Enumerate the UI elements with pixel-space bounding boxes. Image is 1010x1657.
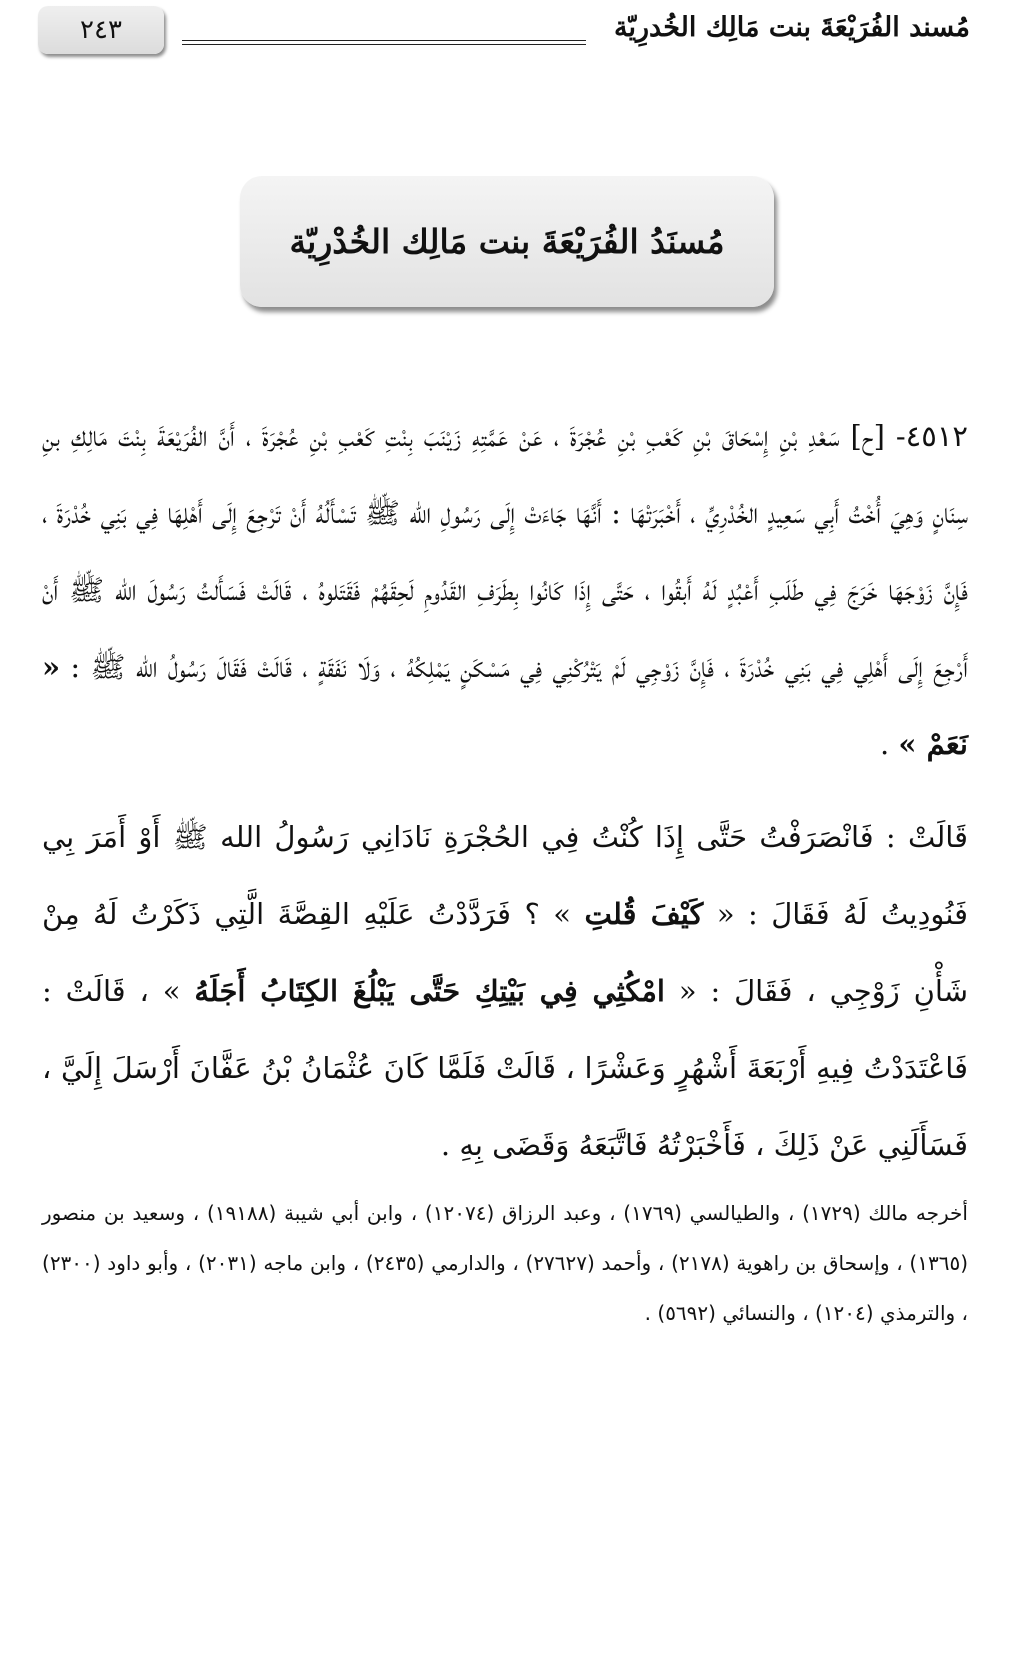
page-body — [42, 398, 968, 1338]
header-rule — [182, 40, 586, 45]
footnote: أخرجه مالك (١٧٢٩) ، والطيالسي (١٧٦٩) ، وعبد الرزاق (١٢٠٧٤) ، وابن أبي شيبة (١٩١٨٨) ، وسعيد بن منصور (١٣٦٥) ، وإسحاق بن راهوية (٢١٧٨) ، وأحمد (٢٧٦٢٧) ، والدارمي (٢٤٣٥) ، وابن ماجه (٢٠٣١) ، وأبو داود (٢٣٠٠) ، والترمذي (١٢٠٤) ، والنسائي (٥٦٩٢) . — [42, 1201, 968, 1325]
paragraph-end: . — [879, 727, 890, 761]
hadith-paragraph-1 — [42, 398, 968, 783]
page-header — [0, 0, 1010, 62]
hadith-text: » ، قَالَتْ : فَاعْتَدَدْتُ فِيهِ أَرْبَعَةَ أَشْهُرٍ وَعَشْرًا ، قَالَتْ فَلَمَّا كَانَ عُثْمَانُ بْنُ عَفَّانَ أَرْسَلَ إِلَيَّ ، فَسَأَلَنِي عَنْ ذَلِكَ ، فَأَخْبَرْتُهُ فَاتَّبَعَهُ وَقَضَى بِهِ . — [42, 974, 968, 1162]
hadith-text: قَالَتْ : فَانْصَرَفْتُ حَتَّى إِذَا كُنْتُ فِي الحُجْرَةِ نَادَانِي رَسُولُ الله ﷺ أَوْ أَمَرَ بِي فَنُودِيتُ لَهُ فَقَالَ : « — [42, 820, 969, 931]
hadith-paragraph-2 — [42, 799, 968, 1184]
prophet-quote: امْكُثِي فِي بَيْتِكِ حَتَّى يَبْلُغَ الكِتَابُ أَجَلَهُ — [194, 974, 665, 1008]
section-title-box — [240, 176, 774, 307]
prophet-quote: « نَعَمْ » — [42, 650, 968, 761]
section-title: مُسنَدُ الفُرَيْعَةَ بنت مَالِك الخُدْرِيّة — [289, 222, 725, 261]
prophet-quote: كَيْفَ قُلتِ — [584, 897, 704, 931]
hadith-text: سَعْدِ بْنِ إِسْحَاقَ بْنِ كَعْبِ بْنِ عُجْرَةَ ، عَنْ عَمَّتِهِ زَيْنَبَ بِنْتِ كَعْبِ بْنِ عُجْرَةَ ، أَنَّ الفُرَيْعَةَ بِنْتَ مَالِكِ بنِ سِنَانٍ وَهِيَ أُخْتُ أَبِي سَعِيدٍ الخُدْرِيِّ ، أَخْبَرَتْهَا : أَنَّهَا جَاءَتْ إِلَى رَسُولِ الله ﷺ تَسْأَلُهُ أَنْ تَرْجِعَ إِلَى أَهْلِهَا فِي بَنِي خُدْرَةَ ، فَإِنَّ زَوْجَهَا خَرَجَ فِي طَلَبِ أَعْبُدٍ لَهُ أَبقُوا ، حَتَّى إِذَا كَانُوا بِطَرَفِ القَدُومِ لَحِقَهُمْ فَقَتَلوهُ ، قَالَتْ فَسَأَلتُ رَسُولَ الله ﷺ أَنْ أَرْجِعَ إِلَى أَهْلِي فِي بَنِي خُدْرَةَ ، فَإِنَّ زَوْجِي لَمْ يَتْرُكْنِي فِي مَسْكَنٍ يَمْلِكُهُ ، وَلَا نَفَقَةٍ ، قَالَتْ فَقَالَ رَسُولُ الله ﷺ : — [42, 419, 969, 684]
hadith-number: ٤٥١٢- [ح] — [850, 419, 968, 453]
hadith-text: » ؟ فَرَدَّدْتُ عَلَيْهِ القِصَّةَ الَّتِي ذَكَرْتُ لَهُ مِنْ شَأْنِ زَوْجِي ، فَقَالَ : « — [42, 897, 969, 1008]
running-title: مُسند الفُرَيْعَةَ بنت مَالِك الخُدرِيّة — [614, 12, 970, 43]
page-number: ٢٤٣ — [38, 6, 164, 54]
